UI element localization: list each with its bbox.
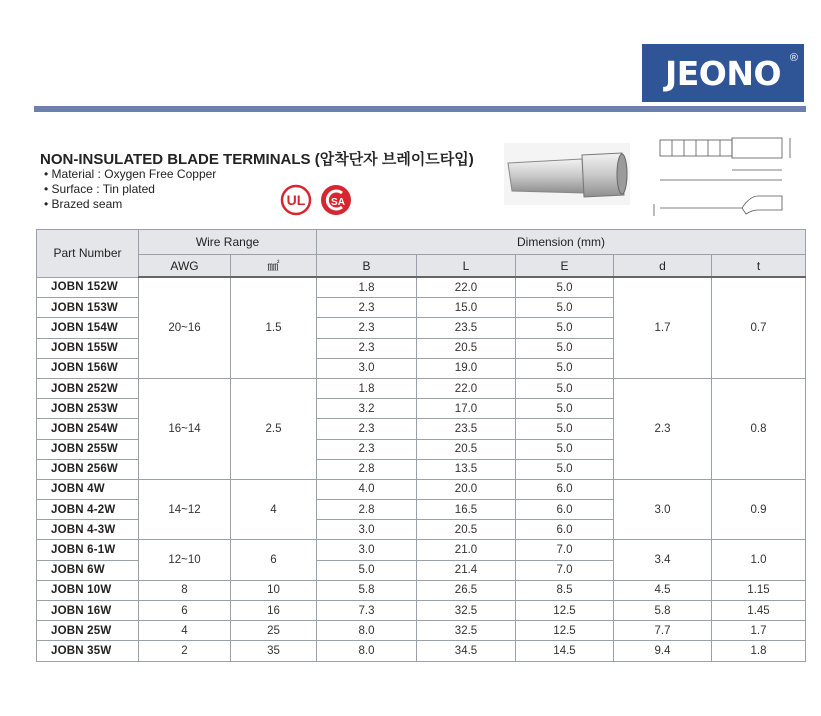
part-number-cell: JOBN 35W — [37, 641, 139, 661]
header-dimension: Dimension (mm) — [317, 230, 806, 255]
mm2-cell: 4 — [231, 479, 317, 540]
mm2-cell: 2.5 — [231, 378, 317, 479]
csa-cert-icon — [320, 184, 352, 216]
logo-text: JEONO — [664, 53, 782, 93]
part-number-cell: JOBN 152W — [37, 277, 139, 298]
d-cell: 2.3 — [614, 378, 712, 479]
d-cell: 3.0 — [614, 479, 712, 540]
b-cell: 2.3 — [317, 439, 417, 459]
b-cell: 2.3 — [317, 318, 417, 338]
e-cell: 5.0 — [516, 338, 614, 358]
t-cell: 0.7 — [712, 277, 806, 378]
b-cell: 2.8 — [317, 459, 417, 479]
part-number-cell: JOBN 156W — [37, 358, 139, 378]
header-awg: AWG — [139, 255, 231, 278]
awg-cell: 8 — [139, 580, 231, 600]
spec-seam: • Brazed seam — [44, 197, 216, 212]
header-t: t — [712, 255, 806, 278]
l-cell: 23.5 — [417, 318, 516, 338]
header-d: d — [614, 255, 712, 278]
d-cell: 4.5 — [614, 580, 712, 600]
e-cell: 5.0 — [516, 318, 614, 338]
part-number-cell: JOBN 25W — [37, 621, 139, 641]
part-number-cell: JOBN 153W — [37, 298, 139, 318]
b-cell: 3.0 — [317, 520, 417, 540]
csa-cert-label: SA — [331, 197, 345, 208]
awg-cell: 12~10 — [139, 540, 231, 580]
l-cell: 20.5 — [417, 520, 516, 540]
l-cell: 32.5 — [417, 601, 516, 621]
e-cell: 12.5 — [516, 601, 614, 621]
mm2-cell: 25 — [231, 621, 317, 641]
e-cell: 5.0 — [516, 378, 614, 398]
mm2-cell: 35 — [231, 641, 317, 661]
d-cell: 9.4 — [614, 641, 712, 661]
header-l: L — [417, 255, 516, 278]
table-row — [37, 641, 806, 661]
d-cell: 7.7 — [614, 621, 712, 641]
part-number-cell: JOBN 4W — [37, 479, 139, 499]
part-number-cell: JOBN 6W — [37, 560, 139, 580]
b-cell: 2.3 — [317, 338, 417, 358]
b-cell: 2.3 — [317, 298, 417, 318]
part-number-cell: JOBN 16W — [37, 601, 139, 621]
part-number-cell: JOBN 10W — [37, 580, 139, 600]
awg-cell: 20~16 — [139, 277, 231, 378]
l-cell: 19.0 — [417, 358, 516, 378]
page-title: NON-INSULATED BLADE TERMINALS (압착단자 브레이드타입) — [40, 151, 474, 168]
e-cell: 5.0 — [516, 419, 614, 439]
b-cell: 4.0 — [317, 479, 417, 499]
mm2-cell: 1.5 — [231, 277, 317, 378]
mm2-cell: 6 — [231, 540, 317, 580]
e-cell: 5.0 — [516, 298, 614, 318]
t-cell: 0.9 — [712, 479, 806, 540]
b-cell: 3.0 — [317, 540, 417, 560]
header-rule — [34, 106, 806, 112]
b-cell: 5.8 — [317, 580, 417, 600]
b-cell: 1.8 — [317, 378, 417, 398]
spec-list — [44, 167, 216, 212]
l-cell: 15.0 — [417, 298, 516, 318]
header-e: E — [516, 255, 614, 278]
part-number-cell: JOBN 252W — [37, 378, 139, 398]
awg-cell: 14~12 — [139, 479, 231, 540]
b-cell: 8.0 — [317, 621, 417, 641]
header-b: B — [317, 255, 417, 278]
awg-cell: 4 — [139, 621, 231, 641]
table-body — [37, 277, 806, 661]
part-number-cell: JOBN 4-3W — [37, 520, 139, 540]
b-cell: 5.0 — [317, 560, 417, 580]
l-cell: 20.0 — [417, 479, 516, 499]
e-cell: 6.0 — [516, 500, 614, 520]
table-row — [37, 378, 806, 398]
e-cell: 12.5 — [516, 621, 614, 641]
header-part-number: Part Number — [37, 230, 139, 278]
mm2-cell: 16 — [231, 601, 317, 621]
b-cell: 3.0 — [317, 358, 417, 378]
l-cell: 21.0 — [417, 540, 516, 560]
table-row — [37, 601, 806, 621]
b-cell: 2.8 — [317, 500, 417, 520]
e-cell: 5.0 — [516, 459, 614, 479]
e-cell: 14.5 — [516, 641, 614, 661]
l-cell: 17.0 — [417, 399, 516, 419]
d-cell: 3.4 — [614, 540, 712, 580]
terminal-photo-image — [504, 143, 630, 205]
table-row — [37, 621, 806, 641]
e-cell: 6.0 — [516, 479, 614, 499]
spec-surface: • Surface : Tin plated — [44, 182, 216, 197]
l-cell: 16.5 — [417, 500, 516, 520]
e-cell: 8.5 — [516, 580, 614, 600]
part-number-cell: JOBN 4-2W — [37, 500, 139, 520]
part-number-cell: JOBN 254W — [37, 419, 139, 439]
l-cell: 26.5 — [417, 580, 516, 600]
e-cell: 5.0 — [516, 439, 614, 459]
spec-material: • Material : Oxygen Free Copper — [44, 167, 216, 182]
l-cell: 13.5 — [417, 459, 516, 479]
part-number-cell: JOBN 256W — [37, 459, 139, 479]
b-cell: 1.8 — [317, 277, 417, 298]
l-cell: 23.5 — [417, 419, 516, 439]
logo-registered-mark: ® — [789, 52, 798, 64]
part-number-cell: JOBN 154W — [37, 318, 139, 338]
b-cell: 2.3 — [317, 419, 417, 439]
e-cell: 7.0 — [516, 540, 614, 560]
ul-cert-icon — [280, 184, 312, 216]
mm2-cell: 10 — [231, 580, 317, 600]
brand-logo — [642, 44, 804, 102]
ul-cert-label: UL — [286, 192, 306, 208]
b-cell: 3.2 — [317, 399, 417, 419]
e-cell: 5.0 — [516, 399, 614, 419]
d-cell: 1.7 — [614, 277, 712, 378]
header-wire-range: Wire Range — [139, 230, 317, 255]
table-row — [37, 580, 806, 600]
l-cell: 22.0 — [417, 277, 516, 298]
awg-cell: 6 — [139, 601, 231, 621]
terminal-spec-table — [36, 229, 806, 662]
header-mm2: ㎟ — [231, 255, 317, 278]
part-number-cell: JOBN 155W — [37, 338, 139, 358]
part-number-cell: JOBN 253W — [37, 399, 139, 419]
l-cell: 34.5 — [417, 641, 516, 661]
t-cell: 1.0 — [712, 540, 806, 580]
l-cell: 21.4 — [417, 560, 516, 580]
t-cell: 1.15 — [712, 580, 806, 600]
dimension-drawing-image — [640, 134, 805, 226]
e-cell: 5.0 — [516, 277, 614, 298]
l-cell: 20.5 — [417, 439, 516, 459]
l-cell: 22.0 — [417, 378, 516, 398]
table-row — [37, 479, 806, 499]
part-number-cell: JOBN 6-1W — [37, 540, 139, 560]
e-cell: 6.0 — [516, 520, 614, 540]
b-cell: 7.3 — [317, 601, 417, 621]
d-cell: 5.8 — [614, 601, 712, 621]
l-cell: 32.5 — [417, 621, 516, 641]
l-cell: 20.5 — [417, 338, 516, 358]
b-cell: 8.0 — [317, 641, 417, 661]
awg-cell: 2 — [139, 641, 231, 661]
part-number-cell: JOBN 255W — [37, 439, 139, 459]
t-cell: 0.8 — [712, 378, 806, 479]
t-cell: 1.8 — [712, 641, 806, 661]
t-cell: 1.7 — [712, 621, 806, 641]
awg-cell: 16~14 — [139, 378, 231, 479]
t-cell: 1.45 — [712, 601, 806, 621]
e-cell: 5.0 — [516, 358, 614, 378]
table-row — [37, 540, 806, 560]
table-row — [37, 277, 806, 298]
e-cell: 7.0 — [516, 560, 614, 580]
